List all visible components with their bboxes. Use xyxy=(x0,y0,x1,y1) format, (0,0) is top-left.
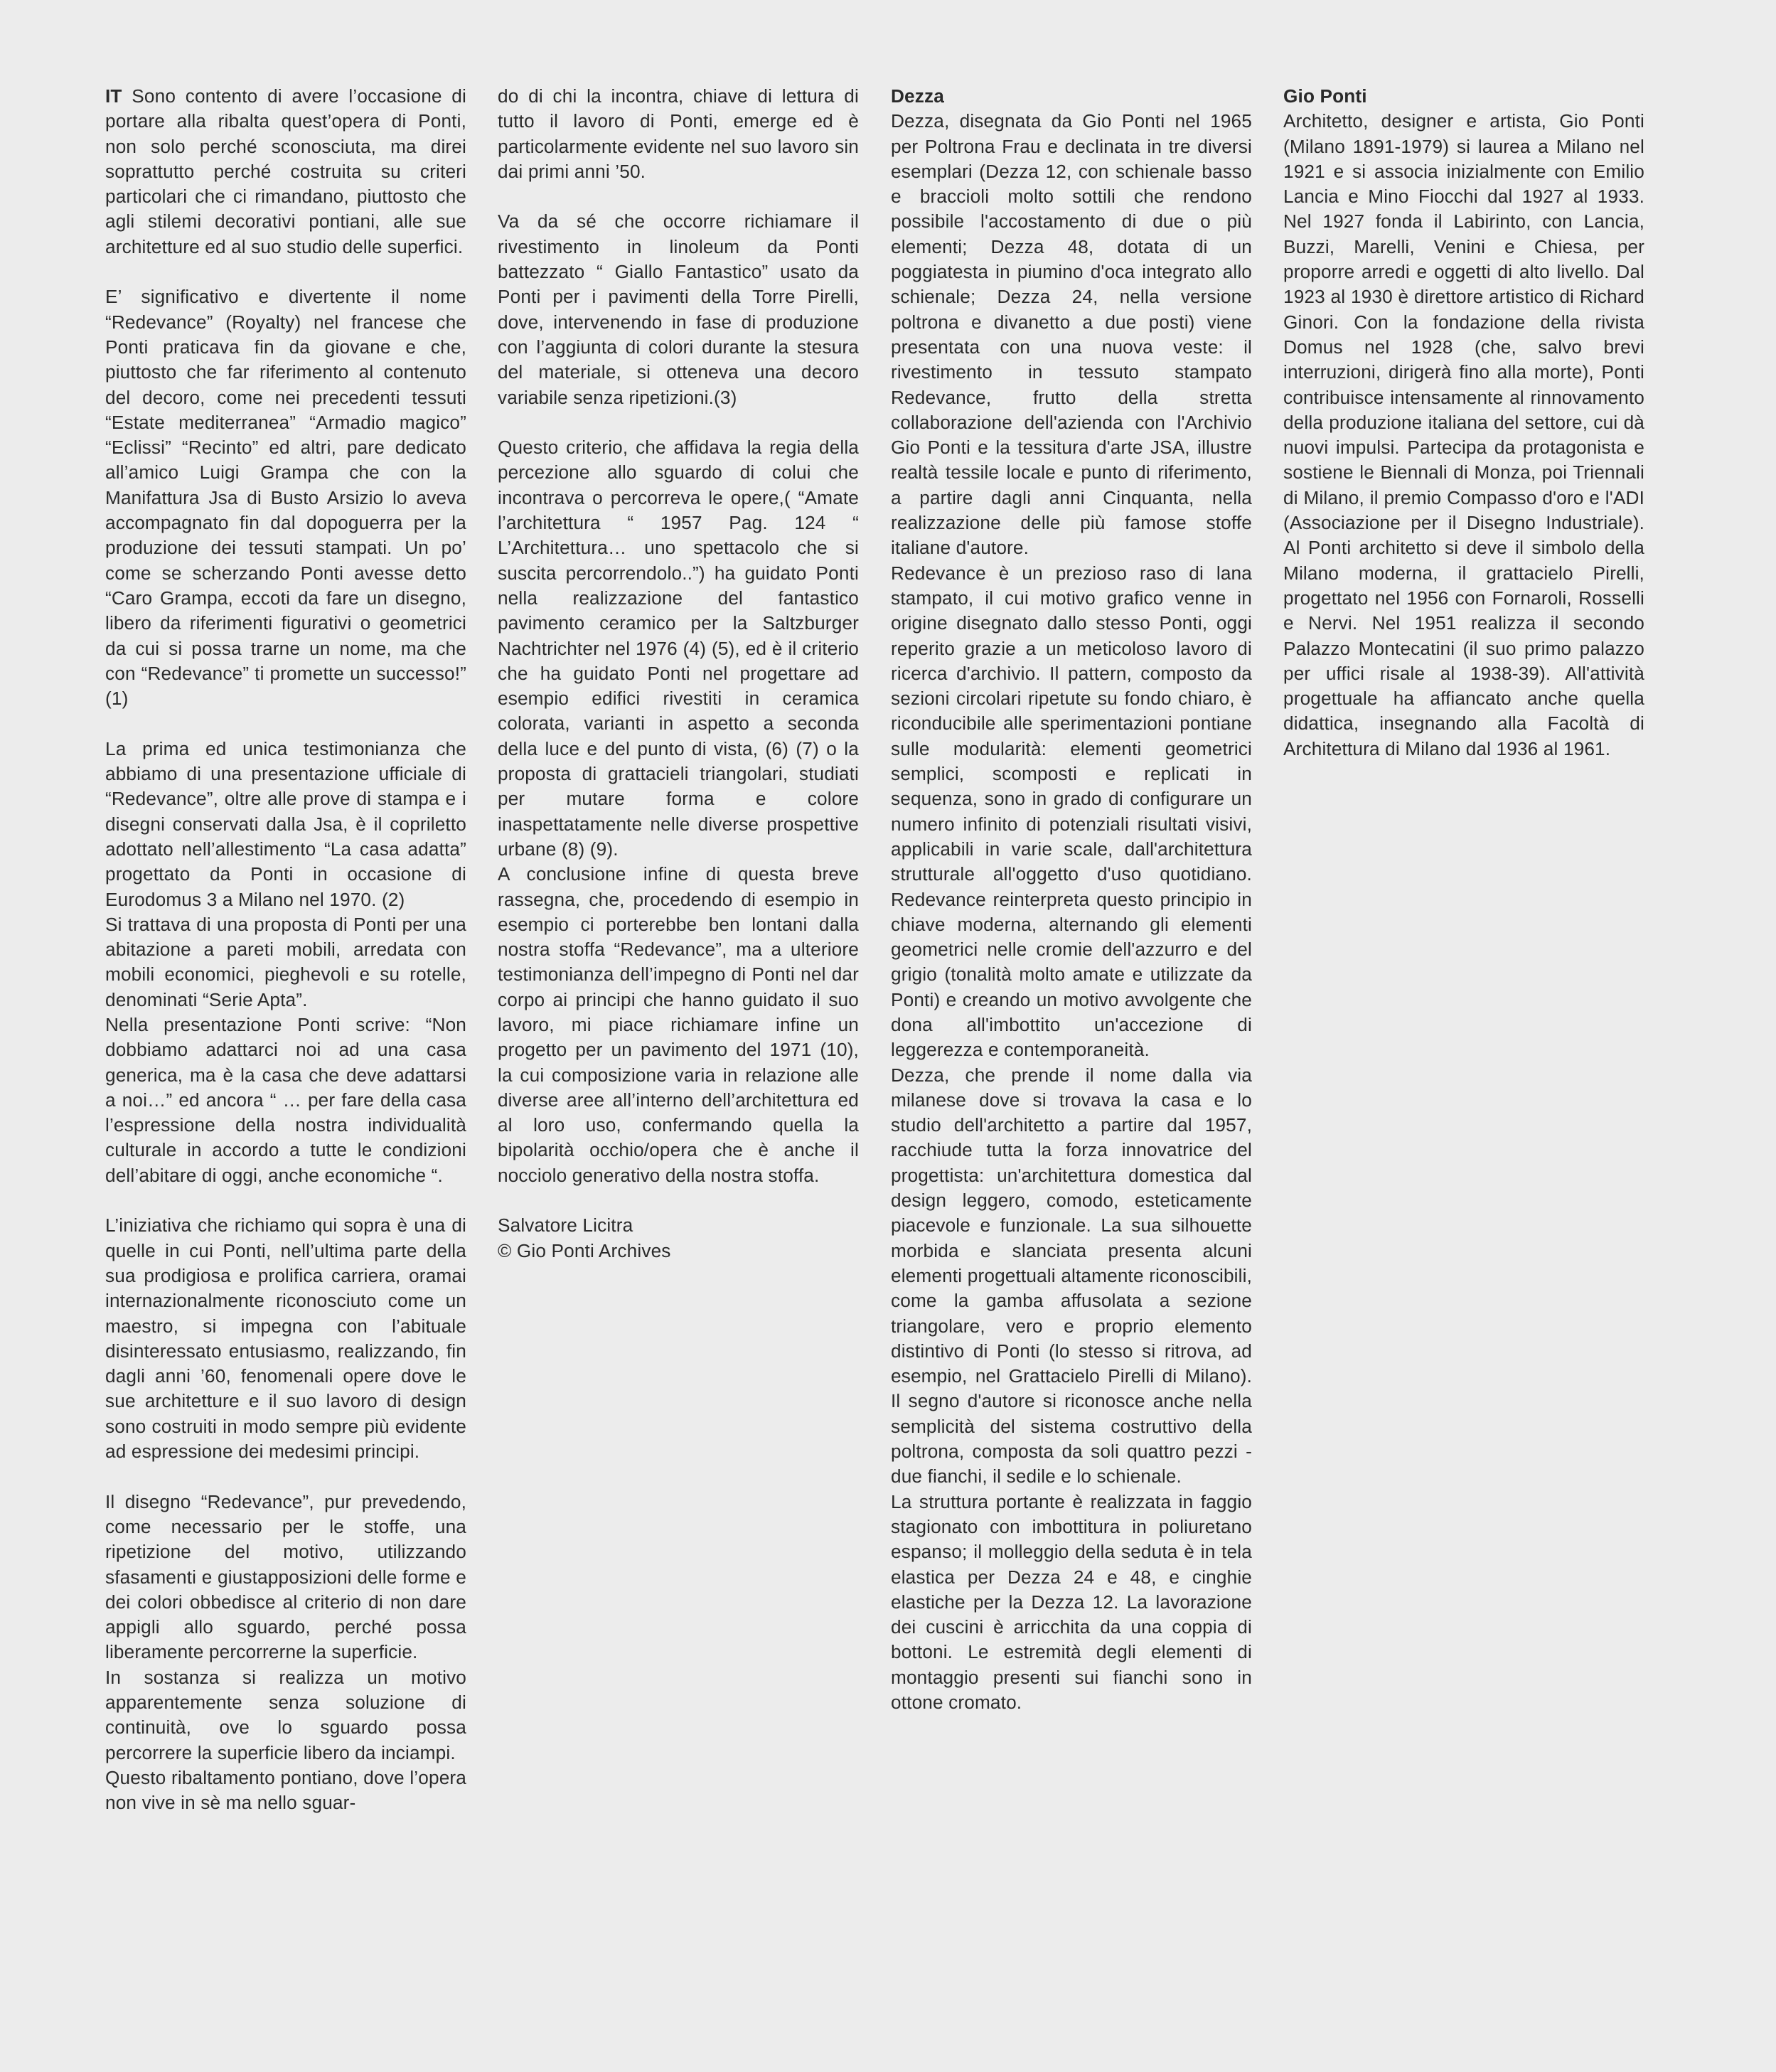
paragraph: La prima ed unica testimonianza che abbiamo di una presentazione ufficiale di “Redevance”, oltre alle prove di stampa e i disegni conservati dalla Jsa, è il copriletto adottato nell’allestimento “La casa adatta” progettato da Ponti in occasione di Eurodomus 3 a Milano nel 1970. (2) xyxy=(105,737,466,910)
column-dezza xyxy=(891,84,1252,1715)
paragraph: Questo criterio, che affidava la regia della percezione allo sguardo di colui che incontrava o percorreva le opere,( “Amate l’architettura “ 1957 Pag. 124 “ L’Architettura… uno spettacolo che si suscita percorrendolo..”) ha guidato Ponti nella realizzazione del fantastico pavimento ceramico per la Saltzburger Nachtrichter nel 1976 (4) (5), ed è il criterio che ha guidato Ponti nel progettare ad esempio edifici rivestiti in ceramica colorata, varianti in aspetto a seconda della luce e del punto di vista, (6) (7) o la proposta di grattacieli triangolari, studiati per mutare forma e colore inaspettatamente nelle diverse prospettive urbane (8) (9). xyxy=(498,437,859,860)
language-tag: IT xyxy=(105,85,122,107)
section-heading-dezza: Dezza xyxy=(891,85,944,107)
author-name: Salvatore Licitra xyxy=(498,1214,633,1237)
paragraph: Il disegno “Redevance”, pur prevedendo, come necessario per le stoffe, una ripetizione del motivo, utilizzando sfasamenti e giustapposizioni delle forme e dei colori obbedisce al criterio di non dare appigli allo sguardo, perché possa liberamente percorrerne la superficie. xyxy=(105,1490,466,1663)
paragraph: A conclusione infine di questa breve rassegna, che, procedendo di esempio in esempio ci porterebbe ben lontani dalla nostra stoffa “Redevance”, ma a ulteriore testimonianza dell’impegno di Ponti nel dar corpo ai principi che hanno guidato il suo lavoro, mi piace richiamare infine un progetto per un pavimento del 1971 (10), la cui composizione varia in relazione alle diverse aree all’interno dell’architettura ed al loro uso, confermando quella la bipolarità occhio/opera che è anche il nocciolo generativo della nostra stoffa. xyxy=(498,863,859,1186)
section-heading-gio-ponti: Gio Ponti xyxy=(1283,85,1367,107)
paragraph: do di chi la incontra, chiave di lettura di tutto il lavoro di Ponti, emerge ed è particolarmente evidente nel suo lavoro sin dai primi anni ’50. xyxy=(498,85,859,182)
paragraph xyxy=(105,84,466,260)
paragraph: Dezza, che prende il nome dalla via milanese dove si trovava la casa e lo studio dell'architetto a partire dal 1957, racchiude tutta la forza innovatrice del progettista: un'architettura domestica dal design leggero, comodo, esteticamente piacevole e funzionale. La sua silhouette morbida e slanciata presenta alcuni elementi progettuali altamente riconoscibili, come la gamba affusolata a sezione triangolare, vero e proprio elemento distintivo di Ponti (lo stesso si ritrova, ad esempio, nel Grattacielo Pirelli di Milano). Il segno d'autore si riconosce anche nella semplicità del sistema costruttivo della poltrona, composta da soli quattro pezzi - due fianchi, il sedile e lo schienale. xyxy=(891,1064,1252,1488)
paragraph: Architetto, designer e artista, Gio Ponti (Milano 1891-1979) si laurea a Milano nel 1921 e si associa inizialmente con Emilio Lancia e Mino Fiocchi dal 1927 al 1933. Nel 1927 fonda il Labirinto, con Lancia, Buzzi, Marelli, Venini e Chiesa, per proporre arredi e oggetti di alto livello. Dal 1923 al 1930 è direttore artistico di Richard Ginori. Con la fondazione della rivista Domus nel 1928 (che, salvo brevi interruzioni, dirigerà fino alla morte), Ponti contribuisce intensamente al rinnovamento della produzione italiana del settore, cui dà nuovi impulsi. Partecipa da protagonista e sostiene le Biennali di Monza, poi Triennali di Milano, il premio Compasso d'oro e l'ADI (Associazione per il Disegno Industriale). Al Ponti architetto si deve il simbolo della Milano moderna, il grattacielo Pirelli, progettato nel 1956 con Fornaroli, Rosselli e Nervi. Nel 1951 realizza il secondo Palazzo Montecatini (il suo primo palazzo per uffici risale al 1938-39). All'attività progettuale ha affiancato anche quella didattica, insegnando alla Facoltà di Architettura di Milano dal 1936 al 1961. xyxy=(1283,110,1644,759)
paragraph: Redevance è un prezioso raso di lana stampato, il cui motivo grafico venne in origine disegnato dallo stesso Ponti, oggi reperito grazie a un meticoloso lavoro di ricerca d'archivio. Il pattern, composto da sezioni circolari ripetute su fondo chiaro, è riconducibile alle sperimentazioni pontiane sulle modularità: elementi geometrici semplici, scomposti e replicati in sequenza, sono in grado di configurare un numero infinito di potenziali risultati visivi, applicabili in varie scale, dall'architettura strutturale all'oggetto d'uso quotidiano. Redevance reinterpreta questo principio in chiave moderna, alternando gli elementi geometrici nelle cromie dell'azzurro e del grigio (tonalità molto amate e utilizzate da Ponti) e creando un motivo avvolgente che dona all'imbottito un'accezione di leggerezza e contemporaneità. xyxy=(891,562,1252,1061)
paragraph: Nella presentazione Ponti scrive: “Non dobbiamo adattarci noi ad una casa generica, ma è la casa che deve adattarsi a noi…” ed ancora “ … per fare della casa l’espressione della nostra individualità culturale in accordo a tutte le condizioni dell’abitare di oggi, anche economiche “. xyxy=(105,1013,466,1186)
paragraph: Questo ribaltamento pontiano, dove l’opera non vive in sè ma nello sguar- xyxy=(105,1766,466,1814)
copyright-line: © Gio Ponti Archives xyxy=(498,1239,671,1261)
column-gio-ponti-bio xyxy=(1283,84,1644,762)
paragraph: Si trattava di una proposta di Ponti per una abitazione a pareti mobili, arredata con mobili economici, pieghevoli e su rotelle, denominati “Serie Apta”. xyxy=(105,913,466,1010)
column-italian-essay-part-1 xyxy=(105,84,466,1815)
column-italian-essay-part-2 xyxy=(498,84,859,1264)
paragraph: In sostanza si realizza un motivo apparentemente senza soluzione di continuità, ove lo sguardo possa percorrere la superficie libero da inciampi. xyxy=(105,1666,466,1763)
paragraph: L’iniziativa che richiamo qui sopra è una di quelle in cui Ponti, nell’ultima parte della sua prodigiosa e prolifica carriera, oramai internazionalmente riconosciuto come un maestro, si impegna con l’abituale disinteressato entusiasmo, realizzando, fin dagli anni ’60, fenomenali opere dove le sue architetture e il suo lavoro di design sono costruiti in modo sempre più evidente ad espressione dei medesimi principi. xyxy=(105,1214,466,1463)
paragraph: Dezza, disegnata da Gio Ponti nel 1965 per Poltrona Frau e declinata in tre diversi esemplari (Dezza 12, con schienale basso e braccioli molto sottili che rendono possibile l'accostamento di due o più elementi; Dezza 48, dotata di un poggiatesta in piumino d'oca integrato allo schienale; Dezza 24, nella versione poltrona e divanetto a due posti) viene presentata con una nuova veste: il rivestimento in tessuto stampato Redevance, frutto della stretta collaborazione dell'azienda con l'Archivio Gio Ponti e la tessitura d'arte JSA, illustre realtà tessile locale e punto di riferimento, a partire dagli anni Cinquanta, nella realizzazione delle più famose stoffe italiane d'autore. xyxy=(891,110,1252,559)
paragraph: E’ significativo e divertente il nome “Redevance” (Royalty) nel francese che Ponti praticava fin da giovane e che, piuttosto che far riferimento al contenuto del decoro, come nei precedenti tessuti “Estate mediterranea” “Armadio magico” “Eclissi” “Recinto” ed altri, pare dedicato all’amico Luigi Grampa che con la Manifattura Jsa di Busto Arsizio lo aveva accompagnato fin dal dopoguerra per la produzione dei tessuti stampati. Un po’ come se scherzando Ponti avesse detto “Caro Grampa, eccoti da fare un disegno, libero da riferimenti figurativi o geometrici da cui si possa trarne un nome, ma che con “Redevance” ti promette un successo!” (1) xyxy=(105,286,466,710)
paragraph-text: Sono contento di avere l’occasione di portare alla ribalta quest’opera di Ponti, non solo perché sconosciuta, ma direi soprattutto perché costruita su criteri particolari che ci rimandano, piuttosto che agli stilemi decorativi pontiani, alle sue architetture ed al suo studio delle superfici. xyxy=(105,85,466,257)
paragraph: Va da sé che occorre richiamare il rivestimento in linoleum da Ponti battezzato “ Giallo Fantastico” usato da Ponti per i pavimenti della Torre Pirelli, dove, intervenendo in fase di produzione con l’aggiunta di colori durante la stesura del materiale, si otteneva una decoro variabile senza ripetizioni.(3) xyxy=(498,210,859,408)
paragraph: La struttura portante è realizzata in faggio stagionato con imbottitura in poliuretano espanso; il molleggio della seduta è in tela elastica per Dezza 24 e 48, e cinghie elastiche per la Dezza 12. La lavorazione dei cuscini è arricchita da una coppia di bottoni. Le estremità degli elementi di montaggio presenti sui fianchi sono in ottone cromato. xyxy=(891,1490,1252,1713)
